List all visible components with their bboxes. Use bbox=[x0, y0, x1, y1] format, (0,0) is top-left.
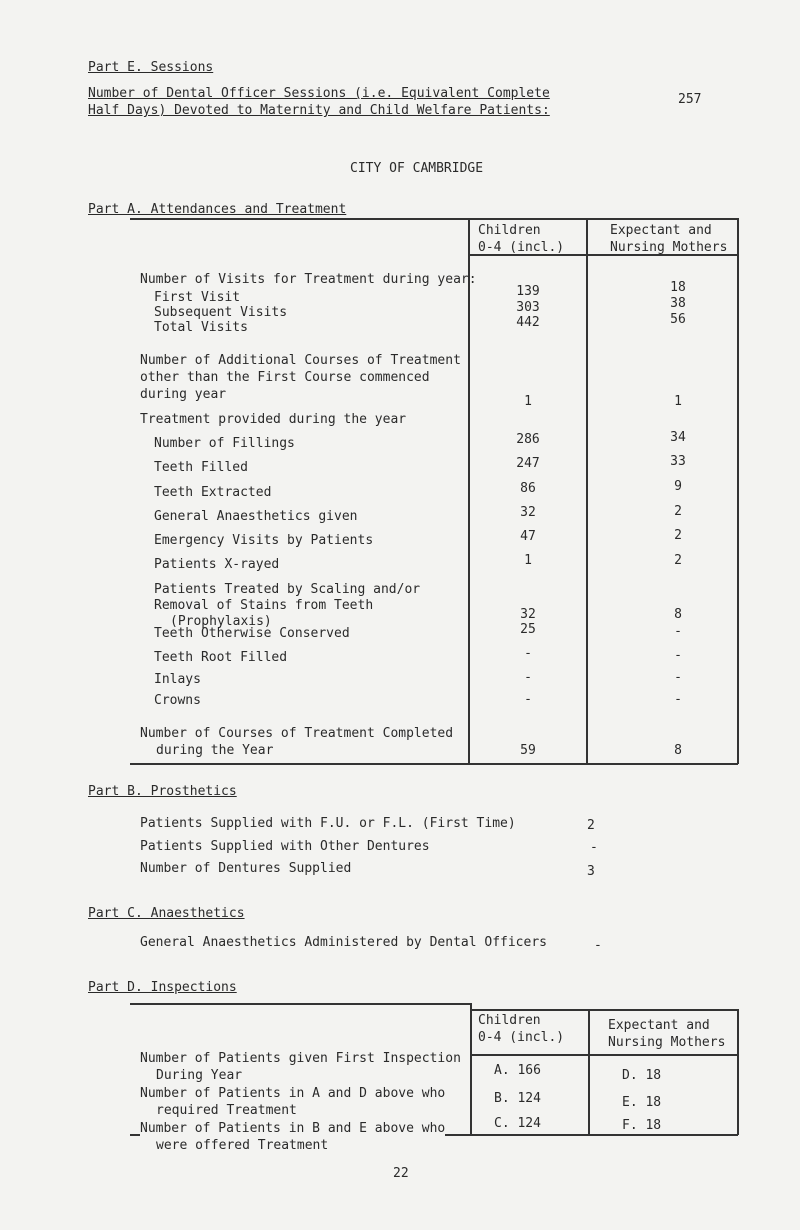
conserved-label: Teeth Otherwise Conserved bbox=[154, 626, 350, 641]
visits-heading: Number of Visits for Treatment during year: bbox=[140, 272, 477, 287]
part-e-heading: Part E. Sessions bbox=[88, 60, 214, 75]
anaesthetics-value: - bbox=[594, 938, 602, 953]
treatment-row-children: 1 bbox=[524, 553, 532, 568]
treatment-row-children: 247 bbox=[516, 456, 540, 471]
visits-subsequent-mothers: 38 bbox=[670, 296, 686, 311]
scaling-label: Patients Treated by Scaling and/or Removal of Stains from Teeth (Prophylaxis) bbox=[154, 582, 421, 629]
visits-first-mothers: 18 bbox=[670, 280, 686, 295]
treatment-row-mothers: 2 bbox=[674, 504, 682, 519]
conserved-mothers: - bbox=[674, 624, 682, 639]
inspection-row-mothers: E. 18 bbox=[622, 1095, 662, 1110]
visits-total-children: 442 bbox=[516, 315, 540, 330]
treatment-row-label: Teeth Extracted bbox=[154, 485, 272, 500]
additional-courses-mothers: 1 bbox=[674, 394, 682, 409]
scaling-mothers: 8 bbox=[674, 607, 682, 622]
root-filled-mothers: - bbox=[674, 648, 682, 663]
visits-subsequent-label: Subsequent Visits bbox=[154, 305, 288, 320]
part-a-col-mothers: Expectant and Nursing Mothers bbox=[610, 223, 728, 255]
part-d-col-children: Children 0-4 (incl.) bbox=[478, 1013, 565, 1045]
inspection-row-mothers: D. 18 bbox=[622, 1068, 662, 1083]
treatment-row-label: Emergency Visits by Patients bbox=[154, 533, 374, 548]
root-filled-children: - bbox=[524, 646, 532, 661]
visits-total-mothers: 56 bbox=[670, 312, 686, 327]
inlays-children: - bbox=[524, 670, 532, 685]
treatment-heading: Treatment provided during the year bbox=[140, 412, 407, 427]
treatment-row-children: 47 bbox=[520, 529, 536, 544]
inspection-row-label: Number of Patients in A and D above who required Treatment bbox=[140, 1086, 446, 1118]
treatment-row-label: Number of Fillings bbox=[154, 436, 295, 451]
anaesthetics-label: General Anaesthetics Administered by Dental Officers bbox=[140, 935, 547, 950]
treatment-row-mothers: 34 bbox=[670, 430, 686, 445]
inspection-row-children: B. 124 bbox=[494, 1091, 541, 1106]
part-d-col-mothers: Expectant and Nursing Mothers bbox=[608, 1018, 726, 1050]
treatment-row-mothers: 9 bbox=[674, 479, 682, 494]
crowns-label: Crowns bbox=[154, 693, 201, 708]
crowns-children: - bbox=[524, 692, 532, 707]
city-title: CITY OF CAMBRIDGE bbox=[350, 161, 484, 176]
part-a-heading: Part A. Attendances and Treatment bbox=[88, 202, 347, 217]
completed-children: 59 bbox=[520, 743, 536, 758]
treatment-row-children: 86 bbox=[520, 481, 536, 496]
visits-subsequent-children: 303 bbox=[516, 300, 540, 315]
completed-mothers: 8 bbox=[674, 743, 682, 758]
inspection-row-children: A. 166 bbox=[494, 1063, 541, 1078]
prosthetics-row-value: 3 bbox=[587, 864, 595, 879]
treatment-row-mothers: 2 bbox=[674, 553, 682, 568]
treatment-row-children: 286 bbox=[516, 432, 540, 447]
additional-courses-children: 1 bbox=[524, 394, 532, 409]
inspection-row-label: Number of Patients in B and E above who were offered Treatment bbox=[140, 1121, 446, 1153]
treatment-row-label: General Anaesthetics given bbox=[154, 509, 358, 524]
prosthetics-row-value: 2 bbox=[587, 818, 595, 833]
visits-first-label: First Visit bbox=[154, 290, 241, 305]
root-filled-label: Teeth Root Filled bbox=[154, 650, 288, 665]
part-c-heading: Part C. Anaesthetics bbox=[88, 906, 245, 921]
part-e-value: 257 bbox=[678, 92, 702, 107]
prosthetics-row-value: - bbox=[590, 840, 598, 855]
completed-label: Number of Courses of Treatment Completed during the Year bbox=[140, 726, 454, 758]
inspection-row-mothers: F. 18 bbox=[622, 1118, 662, 1133]
visits-total-label: Total Visits bbox=[154, 320, 248, 335]
part-d-heading: Part D. Inspections bbox=[88, 980, 237, 995]
treatment-row-children: 32 bbox=[520, 505, 536, 520]
scaling-children: 32 bbox=[520, 607, 536, 622]
additional-courses-label: Number of Additional Courses of Treatment other than the First Course commenced during year bbox=[140, 353, 461, 402]
part-e-line-1: Number of Dental Officer Sessions (i.e. Equivalent Complete bbox=[88, 86, 550, 101]
visits-first-children: 139 bbox=[516, 284, 540, 299]
treatment-row-label: Teeth Filled bbox=[154, 460, 248, 475]
page-number: 22 bbox=[393, 1166, 409, 1181]
treatment-row-mothers: 33 bbox=[670, 454, 686, 469]
conserved-children: 25 bbox=[520, 622, 536, 637]
part-b-heading: Part B. Prosthetics bbox=[88, 784, 237, 799]
prosthetics-row-label: Number of Dentures Supplied bbox=[140, 861, 352, 876]
treatment-row-label: Patients X-rayed bbox=[154, 557, 280, 572]
inlays-mothers: - bbox=[674, 670, 682, 685]
part-e-line-2: Half Days) Devoted to Maternity and Child Welfare Patients: bbox=[88, 103, 550, 118]
crowns-mothers: - bbox=[674, 692, 682, 707]
prosthetics-row-label: Patients Supplied with Other Dentures bbox=[140, 839, 430, 854]
inspection-row-children: C. 124 bbox=[494, 1116, 541, 1131]
part-a-col-children: Children 0-4 (incl.) bbox=[478, 223, 565, 255]
inlays-label: Inlays bbox=[154, 672, 201, 687]
inspection-row-label: Number of Patients given First Inspection During Year bbox=[140, 1051, 461, 1083]
treatment-row-mothers: 2 bbox=[674, 528, 682, 543]
prosthetics-row-label: Patients Supplied with F.U. or F.L. (First Time) bbox=[140, 816, 516, 831]
